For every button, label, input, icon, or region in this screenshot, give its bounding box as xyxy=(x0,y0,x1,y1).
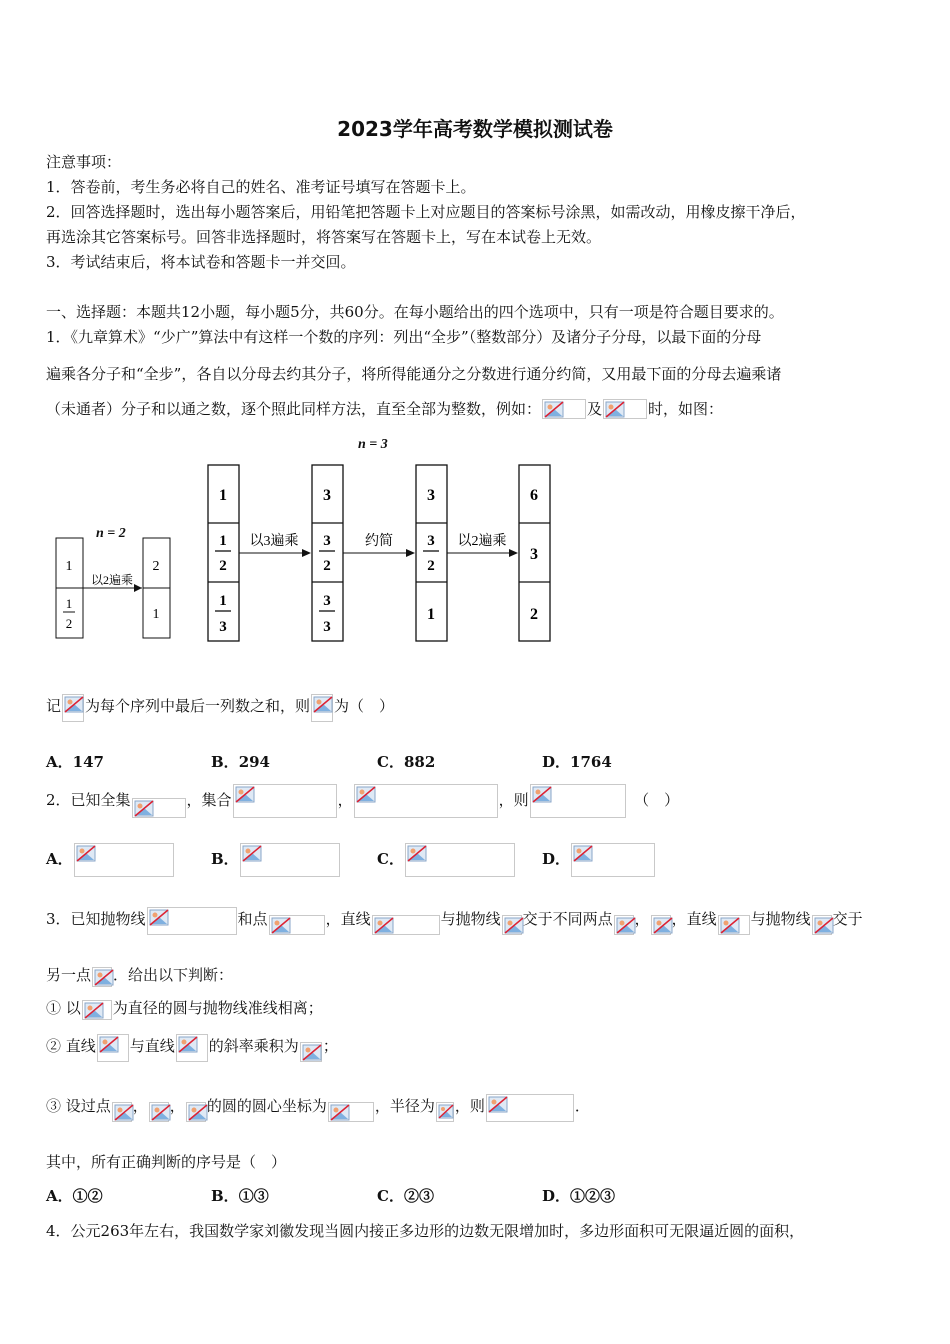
broken-image-icon xyxy=(186,1102,206,1122)
fraction-half xyxy=(63,596,75,631)
cell: 1 xyxy=(427,606,435,623)
broken-image-icon xyxy=(328,1102,374,1122)
svg-text:1: 1 xyxy=(219,593,227,609)
svg-text:3: 3 xyxy=(323,533,331,549)
cell: 2 xyxy=(530,606,538,623)
broken-image-icon xyxy=(82,1000,112,1020)
q1-line: 1．《九章算术》“少广”算法中有这样一个数的序列：列出“全步”（整数部分）及诸分子分母，以最下面的分母 xyxy=(46,328,762,346)
broken-image-icon xyxy=(354,784,498,818)
broken-image-icon xyxy=(603,399,647,419)
q1-line3 xyxy=(46,399,723,419)
q1-option-c[interactable]: C．882 xyxy=(377,753,436,771)
broken-image-icon xyxy=(62,694,84,722)
svg-text:3: 3 xyxy=(219,619,227,635)
svg-text:1: 1 xyxy=(219,533,227,549)
op-label: 以2遍乘 xyxy=(457,534,507,549)
q2-option-a[interactable]: A． xyxy=(46,841,175,877)
q3-option-a[interactable]: A．①② xyxy=(46,1187,103,1205)
broken-image-icon xyxy=(269,915,325,935)
column-2 xyxy=(143,538,170,638)
broken-image-icon xyxy=(132,798,186,818)
broken-image-icon xyxy=(300,1042,322,1062)
q3-judgement-3: ③ 设过点 ， ， 的圆的圆心坐标为 ，半径为 ，则 ． xyxy=(46,1090,590,1122)
broken-image-icon xyxy=(571,843,655,877)
broken-image-icon xyxy=(92,967,112,987)
broken-image-icon xyxy=(233,784,337,818)
label-n2: n = 2 xyxy=(96,526,126,541)
op-label: 以2遍乘 xyxy=(90,573,134,587)
q3-line2: 另一点 ．给出以下判断： xyxy=(46,963,233,987)
q3-judgement-1: ① 以 为直径的圆与抛物线准线相离； xyxy=(46,996,323,1020)
svg-text:1: 1 xyxy=(65,596,73,611)
broken-image-icon xyxy=(502,915,522,935)
q1-option-b[interactable]: B．294 xyxy=(211,753,270,771)
notes-heading: 注意事项： xyxy=(46,153,122,171)
q1-text: 及 xyxy=(587,400,603,418)
q1-text: 为每个序列中最后一列数之和，则 xyxy=(85,697,311,715)
broken-image-icon xyxy=(486,1094,574,1122)
q3-option-b[interactable]: B．①③ xyxy=(211,1187,269,1205)
broken-image-icon xyxy=(405,843,515,877)
q3-ask: 其中，所有正确判断的序号是（ ） xyxy=(46,1153,287,1171)
cell: 3 xyxy=(530,546,538,563)
svg-text:3: 3 xyxy=(427,533,435,549)
cell: 1 xyxy=(65,559,73,574)
cell: 1 xyxy=(219,487,227,504)
q1-text: （未通者）分子和以通之数，逐个照此同样方法，直至全部为整数，例如： xyxy=(46,400,542,418)
note-item: 再选涂其它答案标号。回答非选择题时，将答案写在答题卡上，写在本试卷上无效。 xyxy=(46,228,602,246)
sequence-diagram xyxy=(50,430,560,650)
page-title: 2023学年高考数学模拟测试卷 xyxy=(337,117,613,141)
q1-option-a[interactable]: A．147 xyxy=(46,753,104,771)
broken-image-icon xyxy=(147,907,237,935)
cell: 3 xyxy=(323,487,331,504)
broken-image-icon xyxy=(651,915,671,935)
q1-line: 遍乘各分子和“全步”，各自以分母去约其分子，将所得能通分之分数进行通分约简，又用最下面的分母去遍乘诸 xyxy=(46,365,782,383)
broken-image-icon xyxy=(311,694,333,722)
svg-text:2: 2 xyxy=(427,558,435,574)
q2-option-b[interactable]: B． xyxy=(211,841,341,877)
q3-stem: 3．已知抛物线 和点 ，直线 与抛物线 交于不同两点 ， ，直线 与抛物线 交于 xyxy=(46,903,863,935)
note-item: 1．答卷前，考生务必将自己的姓名、准考证号填写在答题卡上。 xyxy=(46,178,476,196)
q3-option-c[interactable]: C．②③ xyxy=(377,1187,434,1205)
op-label: 以3遍乘 xyxy=(249,534,299,549)
note-item: 2．回答选择题时，选出每小题答案后，用铅笔把答题卡上对应题目的答案标号涂黑，如需改动，用橡皮擦干净后， xyxy=(46,203,806,221)
cell: 2 xyxy=(152,559,160,574)
cell: 6 xyxy=(530,487,538,504)
broken-image-icon xyxy=(97,1034,129,1062)
cell: 1 xyxy=(152,607,160,622)
svg-text:2: 2 xyxy=(219,558,227,574)
section-heading: 一、选择题：本题共12小题，每小题5分，共60分。在每小题给出的四个选项中，只有一项是符合题目要求的。 xyxy=(46,303,784,321)
q2-option-c[interactable]: C． xyxy=(377,841,516,877)
q3-judgement-2: ② 直线 与直线 的斜率乘积为 ； xyxy=(46,1030,338,1062)
q1-option-d[interactable]: D．1764 xyxy=(542,753,612,771)
broken-image-icon xyxy=(112,1102,132,1122)
note-item: 3．考试结束后，将本试卷和答题卡一并交回。 xyxy=(46,253,356,271)
q1-text: 时，如图： xyxy=(648,400,724,418)
broken-image-icon xyxy=(542,399,586,419)
op-label: 约简 xyxy=(365,534,393,549)
q1-stem xyxy=(46,690,394,722)
q2-option-d[interactable]: D． xyxy=(542,841,656,877)
broken-image-icon xyxy=(436,1102,454,1122)
label-n3: n = 3 xyxy=(358,437,388,452)
q4-line: 4．公元263年左右，我国数学家刘徽发现当圆内接正多边形的边数无限增加时，多边形面积可无限逼近圆的面积， xyxy=(46,1222,805,1240)
q3-option-d[interactable]: D．①②③ xyxy=(542,1187,616,1205)
broken-image-icon xyxy=(372,915,440,935)
broken-image-icon xyxy=(530,784,626,818)
svg-text:2: 2 xyxy=(323,558,331,574)
svg-text:2: 2 xyxy=(65,616,73,631)
broken-image-icon xyxy=(176,1034,208,1062)
broken-image-icon xyxy=(718,915,750,935)
q1-text: 为（ ） xyxy=(334,697,395,715)
broken-image-icon xyxy=(240,843,340,877)
broken-image-icon xyxy=(614,915,634,935)
svg-text:3: 3 xyxy=(323,619,331,635)
cell: 3 xyxy=(427,487,435,504)
svg-text:3: 3 xyxy=(323,593,331,609)
broken-image-icon xyxy=(812,915,832,935)
broken-image-icon xyxy=(149,1102,169,1122)
broken-image-icon xyxy=(74,843,174,877)
q2-stem: 2．已知全集 ，集合 ， ，则 （ ） xyxy=(46,782,679,818)
q1-text: 记 xyxy=(46,697,62,715)
